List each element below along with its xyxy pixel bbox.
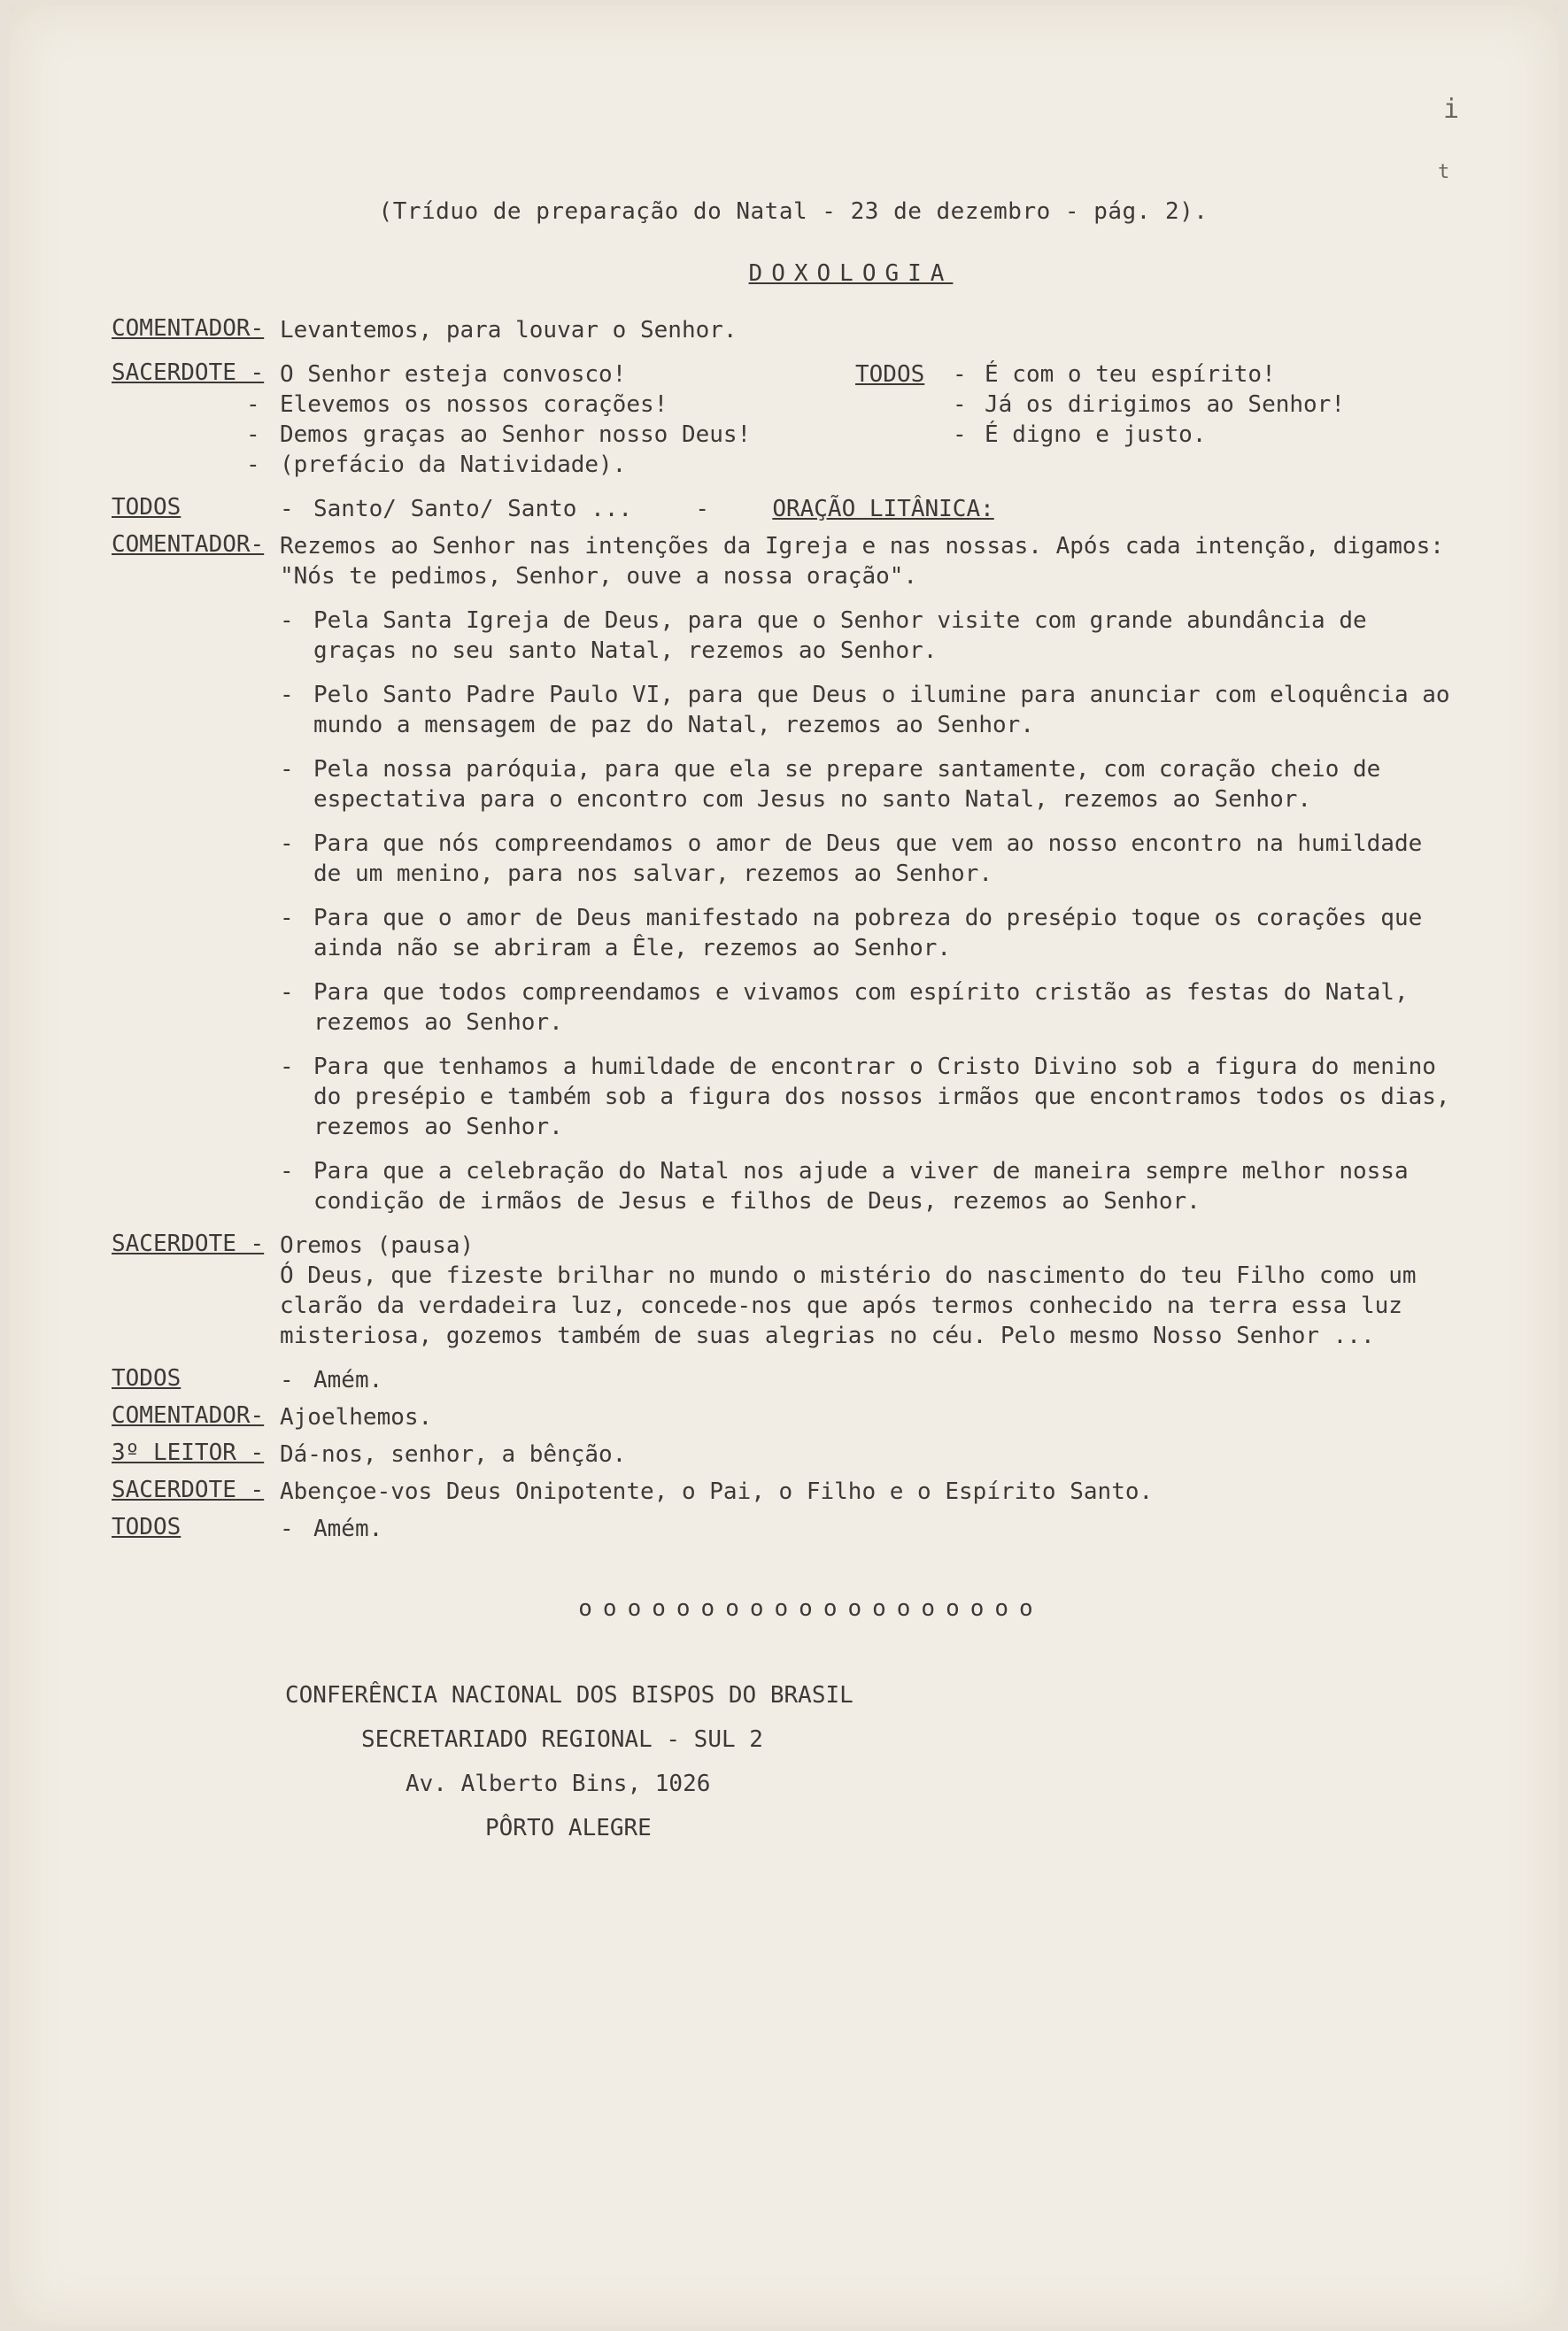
line-text: Santo/ Santo/ Santo ... xyxy=(313,496,633,522)
script-line xyxy=(112,494,1457,524)
document-body xyxy=(112,198,1457,1850)
footer-line: PÔRTO ALEGRE xyxy=(485,1815,652,1841)
dash: - xyxy=(280,830,294,857)
line-text: Amém. xyxy=(313,1367,383,1393)
footer-address xyxy=(285,1673,1457,1850)
line-text: (prefácio da Natividade). xyxy=(280,452,627,478)
line-text: Levantemos, para louvar o Senhor. xyxy=(280,317,738,343)
corner-mark: i xyxy=(1443,94,1460,125)
role-label: TODOS xyxy=(112,1514,182,1540)
line-text: Elevemos os nossos corações! xyxy=(280,391,668,418)
script-line xyxy=(112,315,1457,345)
role-label: SACERDOTE - xyxy=(112,359,265,386)
script-line xyxy=(112,420,1457,450)
script-line xyxy=(112,1365,1457,1395)
dialogue-pair xyxy=(280,359,1457,390)
role-label: COMENTADOR- xyxy=(112,1402,265,1429)
dash: - xyxy=(246,452,260,478)
footer-line: Av. Alberto Bins, 1026 xyxy=(406,1771,711,1797)
intention-item xyxy=(112,754,1457,814)
intention-text: Para que a celebração do Natal nos ajude a viver de maneira sempre melhor nossa condição de irmãos de Jesus e filhos de Deus, rezemos ao Senhor. xyxy=(313,1158,1409,1215)
line-text: Amém. xyxy=(313,1516,383,1542)
script-line xyxy=(112,1231,1457,1351)
intention-item xyxy=(112,977,1457,1038)
intention-text: Para que o amor de Deus manifestado na pobreza do presépio toque os corações que ainda não se abriram a Êle, rezemos ao Senhor. xyxy=(313,905,1423,961)
role-label: 3º LEITOR - xyxy=(112,1440,265,1466)
intention-text: Para que todos compreendamos e vivamos com espírito cristão as festas do Natal, rezemos ao Senhor. xyxy=(313,979,1409,1036)
script-line xyxy=(112,390,1457,420)
footer-line: CONFERÊNCIA NACIONAL DOS BISPOS DO BRASIL xyxy=(285,1682,854,1709)
dash: - xyxy=(246,391,260,418)
response-text: Já os dirigimos ao Senhor! xyxy=(985,391,1345,418)
intention-item xyxy=(112,1052,1457,1142)
line-text: Abençoe-vos Deus Onipotente, o Pai, o Filho e o Espírito Santo. xyxy=(280,1478,1154,1505)
dash: - xyxy=(280,1516,294,1542)
intention-text: Pelo Santo Padre Paulo VI, para que Deus o ilumine para anunciar com eloquência ao mundo a mensagem de paz do Natal, rezemos ao Senhor. xyxy=(313,682,1450,738)
line-text: Oremos (pausa) xyxy=(280,1232,475,1259)
script-line xyxy=(112,1514,1457,1544)
intention-item xyxy=(112,903,1457,963)
line-text: Ajoelhemos. xyxy=(280,1404,433,1431)
section-title: DOXOLOGIA xyxy=(748,260,954,287)
dash: - xyxy=(280,905,294,931)
dash: - xyxy=(953,361,967,388)
role-label: TODOS xyxy=(112,494,182,521)
role-label: TODOS xyxy=(855,361,925,388)
dash: - xyxy=(280,682,294,708)
separator-dots: ooooooooooooooooooo xyxy=(578,1595,1044,1622)
script-line xyxy=(112,1477,1457,1507)
script-line xyxy=(112,450,1457,480)
intention-text: Pela nossa paróquia, para que ela se prepare santamente, com coração cheio de espectativa para o encontro com Jesus no santo Natal, rezemos ao Senhor. xyxy=(313,756,1381,813)
script-line xyxy=(112,1402,1457,1432)
line-text: Demos graças ao Senhor nosso Deus! xyxy=(280,421,752,448)
intention-item xyxy=(112,606,1457,666)
line-text: Rezemos ao Senhor nas intenções da Igreja e nas nossas. Após cada intenção, digamos: "Nós te pedimos, Senhor, ouve a nossa oração". xyxy=(280,533,1444,590)
dash: - xyxy=(280,979,294,1006)
intention-text: Pela Santa Igreja de Deus, para que o Senhor visite com grande abundância de graças no seu santo Natal, rezemos ao Senhor. xyxy=(313,607,1367,664)
dash: - xyxy=(280,1158,294,1185)
intention-item xyxy=(112,1156,1457,1216)
dash: - xyxy=(953,391,967,418)
section-subtitle: ORAÇÃO LITÂNICA: xyxy=(772,496,994,522)
intention-text: Para que nós compreendamos o amor de Deus que vem ao nosso encontro na humildade de um menino, para nos salvar, rezemos ao Senhor. xyxy=(313,830,1423,887)
dash: - xyxy=(280,496,294,522)
intention-item xyxy=(112,680,1457,740)
line-text: O Senhor esteja convosco! xyxy=(280,361,627,388)
line-text: Dá-nos, senhor, a bênção. xyxy=(280,1441,627,1468)
dash: - xyxy=(695,496,709,522)
role-label: TODOS xyxy=(112,1365,182,1392)
response-text: É com o teu espírito! xyxy=(985,361,1276,388)
dash: - xyxy=(280,756,294,783)
role-label: COMENTADOR- xyxy=(112,531,265,558)
dash: - xyxy=(280,1367,294,1393)
script-line xyxy=(112,531,1457,591)
script-line xyxy=(112,359,1457,390)
dialogue-block xyxy=(280,359,1457,390)
intention-text: Para que tenhamos a humildade de encontrar o Cristo Divino sob a figura do menino do presépio e também sob a figura dos nossos irmãos que encontramos todos os dias, rezemos ao Senhor. xyxy=(313,1054,1450,1140)
response-text: É digno e justo. xyxy=(985,421,1207,448)
corner-mark: t xyxy=(1438,161,1450,183)
prayer-text: Ó Deus, que fizeste brilhar no mundo o mistério do nascimento do teu Filho como um clarão da verdadeira luz, concede-nos que após termos conhecido na terra essa luz misteriosa, gozemos também de suas alegrias no céu. Pelo mesmo Nosso Senhor ... xyxy=(280,1262,1417,1349)
role-label: SACERDOTE - xyxy=(112,1231,265,1257)
dash: - xyxy=(953,421,967,448)
footer-line: SECRETARIADO REGIONAL - SUL 2 xyxy=(361,1726,763,1753)
role-label: COMENTADOR- xyxy=(112,315,265,342)
script-line xyxy=(112,1440,1457,1470)
intention-item xyxy=(112,829,1457,889)
dash: - xyxy=(246,421,260,448)
page-header: (Tríduo de preparação do Natal - 23 de dezembro - pág. 2). xyxy=(378,198,1209,225)
dash: - xyxy=(280,607,294,634)
role-label: SACERDOTE - xyxy=(112,1477,265,1503)
dash: - xyxy=(280,1054,294,1080)
